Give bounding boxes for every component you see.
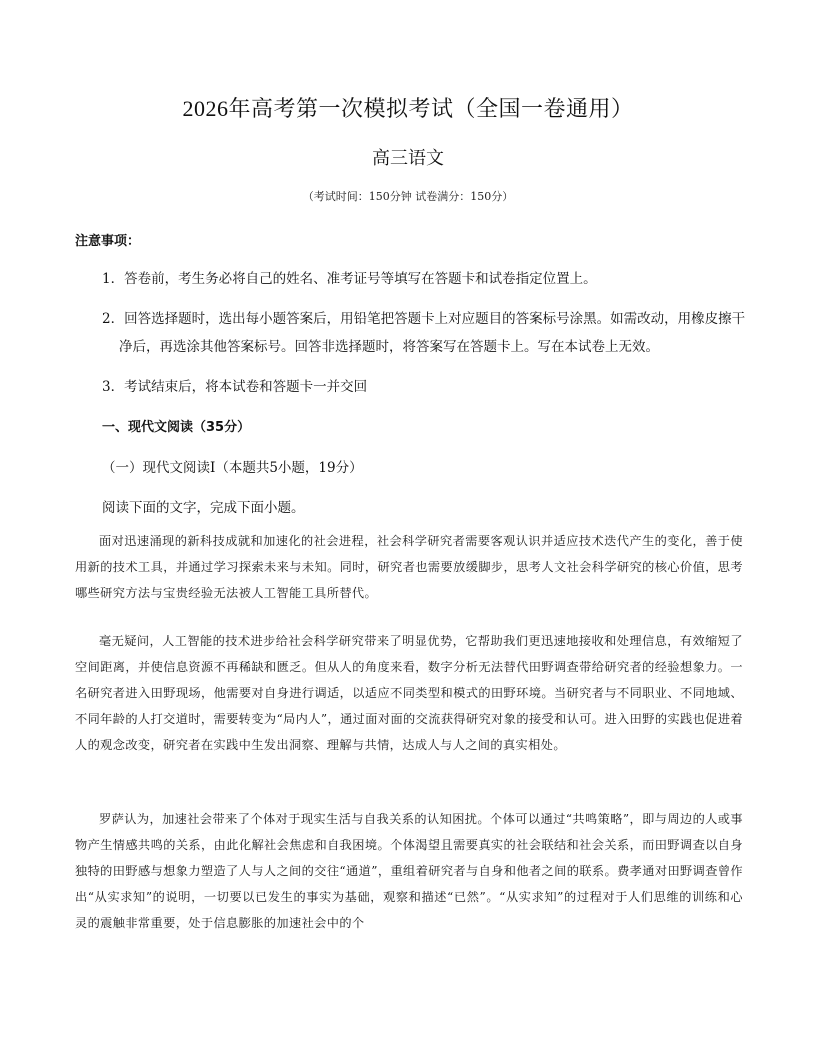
section-heading: 一、现代文阅读（35分）: [102, 420, 251, 435]
notice-item-text: 2．回答选择题时，选出每小题答案后，用铅笔把答题卡上对应题目的答案标号涂黑。如需改动，用橡皮擦干净后，再选涂其他答案标号。回答非选择题时，将答案写在答题卡上。写在本试卷上无效。: [102, 311, 746, 355]
exam-title: 2026年高考第一次模拟考试（全国一卷通用）: [182, 96, 634, 121]
exam-subject: 高三语文: [372, 148, 444, 169]
passage-paragraph-1: 面对迅速涌现的新科技成就和加速化的社会进程，社会科学研究者需要客观认识并适应技术迭代产生的变化，善于使用新的技术工具，并通过学习探索未来与未知。同时，研究者也需要放缓脚步，思考人文社会科学研究的核心价值，思考哪些研究方法与宝贵经验无法被人工智能工具所替代。: [75, 534, 743, 600]
notice-item-1: [102, 265, 752, 293]
notice-heading: 注意事项：: [75, 234, 141, 249]
passage-paragraph-3: 罗萨认为，加速社会带来了个体对于现实生活与自我关系的认知困扰。个体可以通过“共鸣策略”，即与周边的人或事物产生情感共鸣的关系，由此化解社会焦虑和自我困境。个体渴望且需要真实的社会联结和社会关系，而田野调查以自身独特的田野感与想象力塑造了人与人之间的交往“通道”，重组着研究者与自身和他者之间的联系。费孝通对田野调查曾作出“从实求知”的说明，一切要以已发生的事实为基础，观察和描述“已然”。“从实求知”的过程对于人们思维的训练和心灵的震触非常重要，处于信息膨胀的加速社会中的个: [75, 812, 743, 930]
notice-item-text: 1．答卷前，考生务必将自己的姓名、准考证号等填写在答题卡和试卷指定位置上。: [102, 271, 597, 287]
notice-item-text: 3．考试结束后，将本试卷和答题卡一并交回: [102, 379, 368, 395]
notice-item-3: [102, 373, 752, 401]
reading-instruction: 阅读下面的文字，完成下面小题。: [102, 500, 305, 516]
notice-item-2: [102, 305, 752, 361]
passage-paragraph-2: 毫无疑问，人工智能的技术进步给社会科学研究带来了明显优势，它帮助我们更迅速地接收和处理信息，有效缩短了空间距离，并使信息资源不再稀缺和匮乏。但从人的角度来看，数字分析无法替代田野调查带给研究者的经验想象力。一名研究者进入田野现场，他需要对自身进行调适，以适应不同类型和模式的田野环境。当研究者与不同职业、不同地域、不同年龄的人打交道时，需要转变为“局内人”，通过面对面的交流获得研究对象的接受和认可。进入田野的实践也促进着人的观念改变，研究者在实践中生发出洞察、理解与共情，达成人与人之间的真实相处。: [75, 634, 743, 752]
exam-time-and-score: （考试时间：150分钟 试卷满分：150分）: [302, 190, 514, 203]
sub-section-heading: （一）现代文阅读Ⅰ（本题共5小题，19分）: [102, 460, 363, 476]
